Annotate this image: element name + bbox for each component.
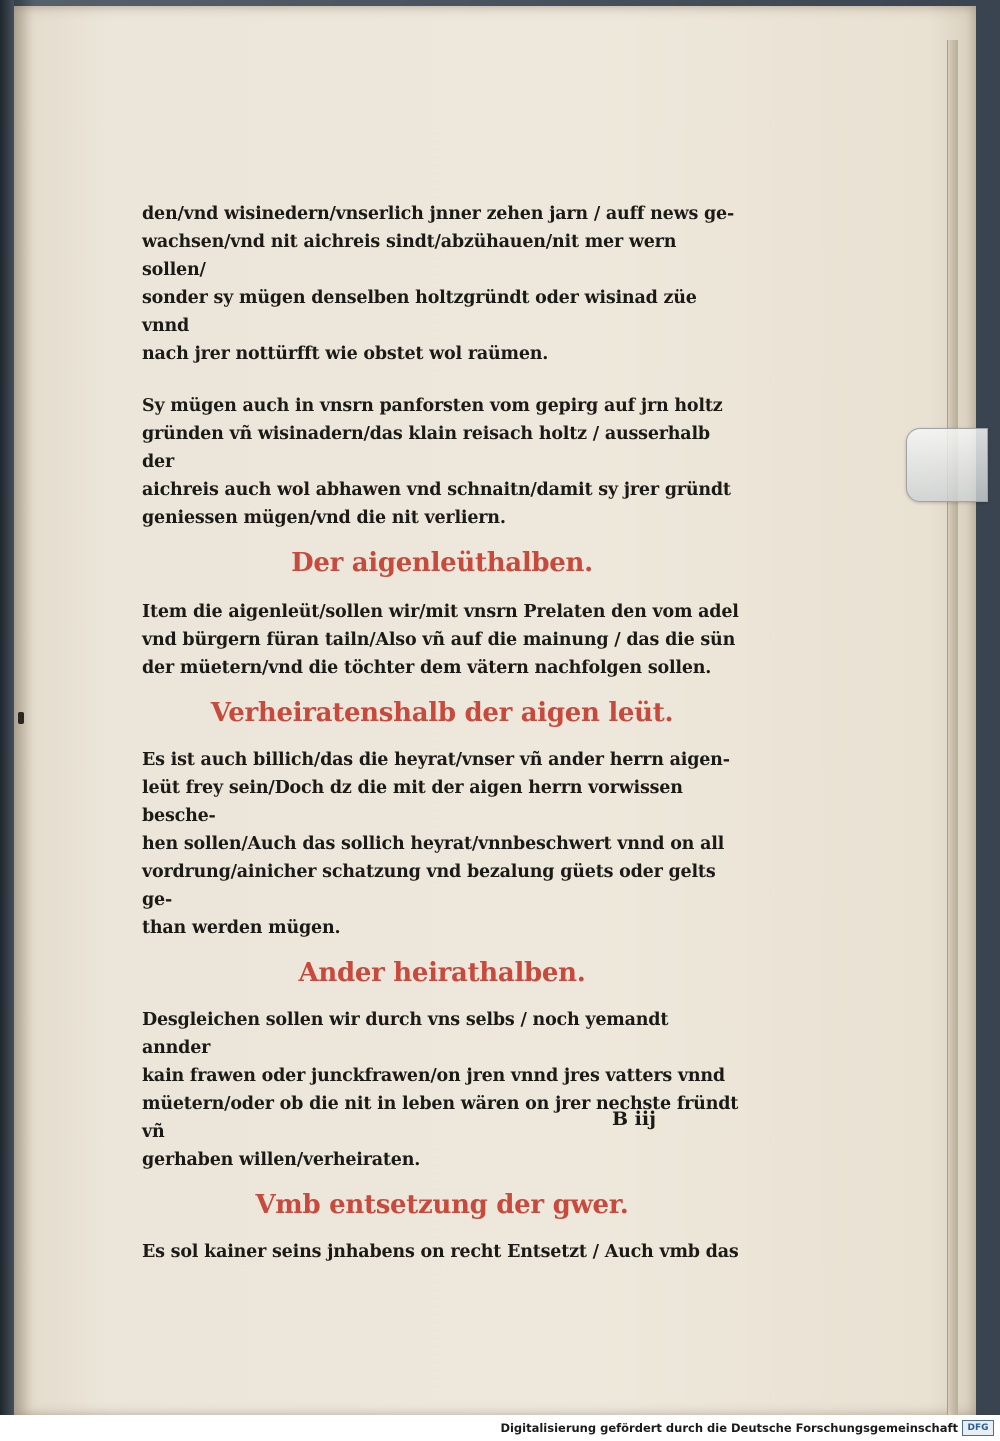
heading-verheiratenshalb: Verheiratenshalb der aigen leüt. <box>210 698 674 728</box>
heading-vmb-entsetzung: Vmb entsetzung der gwer. <box>255 1190 629 1220</box>
paragraph-3: Item die aigenleüt/sollen wir/mit vnsrn Prelaten den vom adel vnd bürgern füran tailn/Also vñ auf die mainung / das die sün der müetern/vnd die töchter dem vätern nachfolgen sollen. <box>142 602 739 678</box>
funding-notice: Digitalisierung gefördert durch die Deutsche Forschungsgemeinschaft <box>500 1421 958 1435</box>
plastic-clip-tab <box>906 428 988 502</box>
paragraph-2: Sy mügen auch in vnsrn panforsten vom gepirg auf jrn holtz gründen vñ wisinadern/das klain reisach holtz / ausserhalb der aichreis auch wol abhawen vnd schnaitn/damit sy jrer gründt geniessen mügen/vnd die nit verliern. <box>142 396 731 528</box>
paragraph-4: Es ist auch billich/das die heyrat/vnser vñ ander herrn aigen- leüt frey sein/Doch dz die mit der aigen herrn vorwissen besche- hen sollen/Auch das sollich heyrat/vnnbeschwert vnnd on all vordrung/ainicher schatzung vnd bezalung güets oder gelts ge- than werden mügen. <box>142 750 730 938</box>
margin-mark <box>18 712 24 724</box>
dfg-logo: DFG <box>962 1420 994 1436</box>
page-text-block <box>142 200 742 1266</box>
paragraph-6: Es sol kainer seins jnhabens on recht Entsetzt / Auch vmb das <box>142 1242 739 1262</box>
heading-aigenleuthalben: Der aigenleüthalben. <box>291 548 593 578</box>
paragraph-5: Desgleichen sollen wir durch vns selbs / noch yemandt annder kain frawen oder junckfrawen/on jren vnnd jres vatters vnnd müetern/oder ob die nit in leben wären on jrer nechste fründt vñ gerhaben willen/verheiraten. <box>142 1010 739 1170</box>
page-stack-edge <box>947 40 958 1418</box>
signature-mark: B iij <box>612 1108 656 1130</box>
footer-bar <box>0 1415 1000 1441</box>
heading-ander-heirathalben: Ander heirathalben. <box>298 958 586 988</box>
paragraph-1: den/vnd wisinedern/vnserlich jnner zehen jarn / auff news ge- wachsen/vnd nit aichreis sindt/abzühauen/nit mer wern sollen/ sonder sy mügen denselben holtzgründt oder wisinad züe vnnd nach jrer nottürfft wie obstet wol raümen. <box>142 204 735 364</box>
book-spine-edge <box>0 0 14 1441</box>
